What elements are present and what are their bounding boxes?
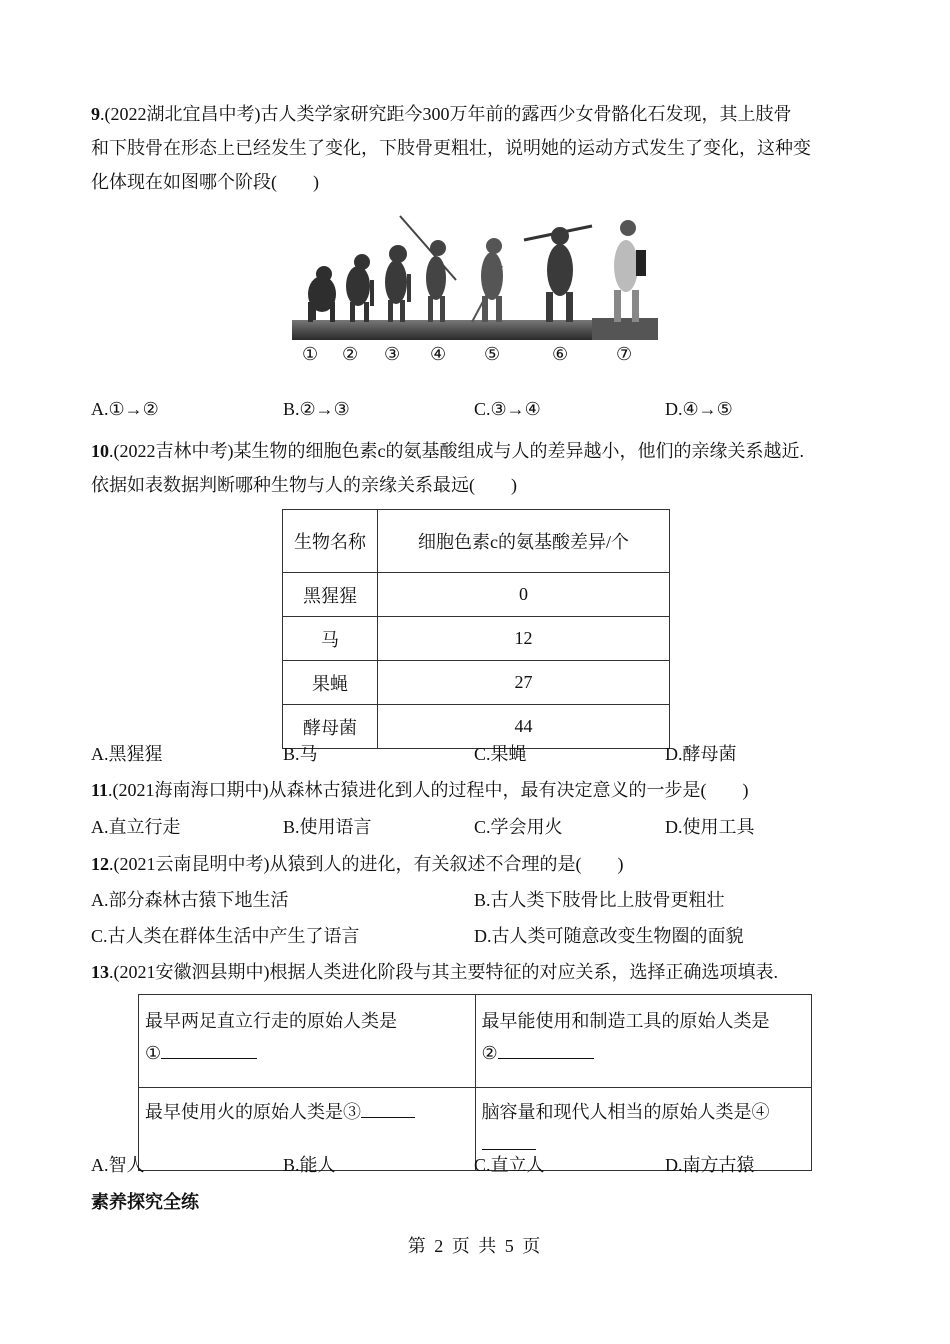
q12-options-row1 <box>0 886 950 916</box>
table-cell: 12 <box>378 617 670 661</box>
option-d[interactable]: D.④→⑤ <box>665 399 733 419</box>
option-a[interactable]: A.①→② <box>91 399 159 419</box>
option-d[interactable]: D.酵母菌 <box>665 744 737 764</box>
q11-options <box>0 813 950 843</box>
question-number: 12 <box>91 854 109 874</box>
question-text: .(2022吉林中考)某生物的细胞色素c的氨基酸组成与人的差异越小，他们的亲缘关系越近. <box>109 441 804 461</box>
figure-label: ① <box>302 344 319 364</box>
option-a[interactable]: A.智人 <box>91 1155 145 1175</box>
question-12 <box>91 847 871 881</box>
question-text: .(2021安徽泗县期中)根据人类进化阶段与其主要特征的对应关系，选择正确选项填表. <box>109 962 778 982</box>
q12-options-row2 <box>0 922 950 952</box>
question-number: 11 <box>91 780 109 800</box>
q13-options <box>0 1151 950 1181</box>
fill-in-table <box>138 994 812 1171</box>
option-b[interactable]: B.马 <box>283 744 318 764</box>
question-number: 13 <box>91 962 109 982</box>
question-text: .(2022湖北宜昌中考)古人类学家研究距今300万年前的露西少女骨骼化石发现，其上肢骨 <box>100 104 792 124</box>
cell-mark: ① <box>145 1043 162 1063</box>
option-a[interactable]: A.部分森林古猿下地生活 <box>91 890 289 910</box>
table-cell: 44 <box>378 705 670 749</box>
cell-mark: ② <box>481 1043 498 1063</box>
evolution-figure <box>292 210 658 370</box>
question-9 <box>91 97 871 199</box>
option-a[interactable]: A.直立行走 <box>91 817 181 837</box>
figure-label: ⑦ <box>616 344 633 364</box>
cell-text: 最早两足直立行走的原始人类是 <box>145 1011 397 1031</box>
figure-label: ⑥ <box>552 344 569 364</box>
question-text: .(2021云南昆明中考)从猿到人的进化，有关叙述不合理的是( ) <box>109 854 624 874</box>
option-c[interactable]: C.古人类在群体生活中产生了语言 <box>91 926 360 946</box>
q10-options <box>0 740 950 770</box>
option-b[interactable]: B.能人 <box>283 1155 336 1175</box>
option-c[interactable]: C.直立人 <box>474 1155 545 1175</box>
table-row <box>283 617 670 661</box>
option-b[interactable]: B.使用语言 <box>283 817 372 837</box>
option-a[interactable]: A.黑猩猩 <box>91 744 163 764</box>
table-header: 细胞色素c的氨基酸差异/个 <box>378 510 670 573</box>
question-text: 化体现在如图哪个阶段( ) <box>91 172 319 192</box>
option-b[interactable]: B.古人类下肢骨比上肢骨更粗壮 <box>474 890 725 910</box>
option-c[interactable]: C.学会用火 <box>474 817 563 837</box>
question-text: .(2021海南海口期中)从森林古猿进化到人的过程中，最有决定意义的一步是( ) <box>108 780 749 800</box>
question-text: 依据如表数据判断哪种生物与人的亲缘关系最远( ) <box>91 475 517 495</box>
cell-text: 脑容量和现代人相当的原始人类是④ <box>481 1102 770 1122</box>
table-cell: 0 <box>378 573 670 617</box>
cell-text: 最早使用火的原始人类是③ <box>145 1102 361 1122</box>
table-row <box>283 573 670 617</box>
option-b[interactable]: B.②→③ <box>283 399 350 419</box>
question-number: 10 <box>91 441 109 461</box>
option-c[interactable]: C.③→④ <box>474 399 541 419</box>
table-cell <box>475 995 812 1088</box>
table-header-row <box>283 510 670 573</box>
option-d[interactable]: D.古人类可随意改变生物圈的面貌 <box>474 926 744 946</box>
option-c[interactable]: C.果蝇 <box>474 744 527 764</box>
question-10 <box>91 434 871 502</box>
cytochrome-table <box>282 509 670 749</box>
question-11 <box>91 773 871 807</box>
table-row <box>283 661 670 705</box>
table-header: 生物名称 <box>283 510 378 573</box>
page-footer: 第 2 页 共 5 页 <box>407 1236 543 1256</box>
cell-text: 最早能使用和制造工具的原始人类是 <box>481 1011 770 1031</box>
table-cell: 马 <box>283 617 378 661</box>
figure-label: ⑤ <box>484 344 501 364</box>
answer-blank-4[interactable] <box>482 1129 536 1150</box>
figure-label: ④ <box>430 344 447 364</box>
table-cell: 27 <box>378 661 670 705</box>
table-cell: 酵母菌 <box>283 705 378 749</box>
table-cell <box>139 995 476 1088</box>
answer-blank-3[interactable] <box>361 1097 415 1118</box>
q9-options <box>0 399 950 429</box>
table-cell: 果蝇 <box>283 661 378 705</box>
figure-label: ③ <box>384 344 401 364</box>
table-row <box>139 995 812 1088</box>
answer-blank-2[interactable] <box>498 1038 594 1059</box>
question-text: 和下肢骨在形态上已经发生了变化，下肢骨更粗壮，说明她的运动方式发生了变化，这种变 <box>91 138 811 158</box>
answer-blank-1[interactable] <box>161 1038 257 1059</box>
figure-label: ② <box>342 344 359 364</box>
question-13 <box>91 955 871 989</box>
option-d[interactable]: D.使用工具 <box>665 817 755 837</box>
section-title: 素养探究全练 <box>91 1192 199 1212</box>
option-d[interactable]: D.南方古猿 <box>665 1155 755 1175</box>
question-number: 9 <box>91 104 100 124</box>
table-cell: 黑猩猩 <box>283 573 378 617</box>
